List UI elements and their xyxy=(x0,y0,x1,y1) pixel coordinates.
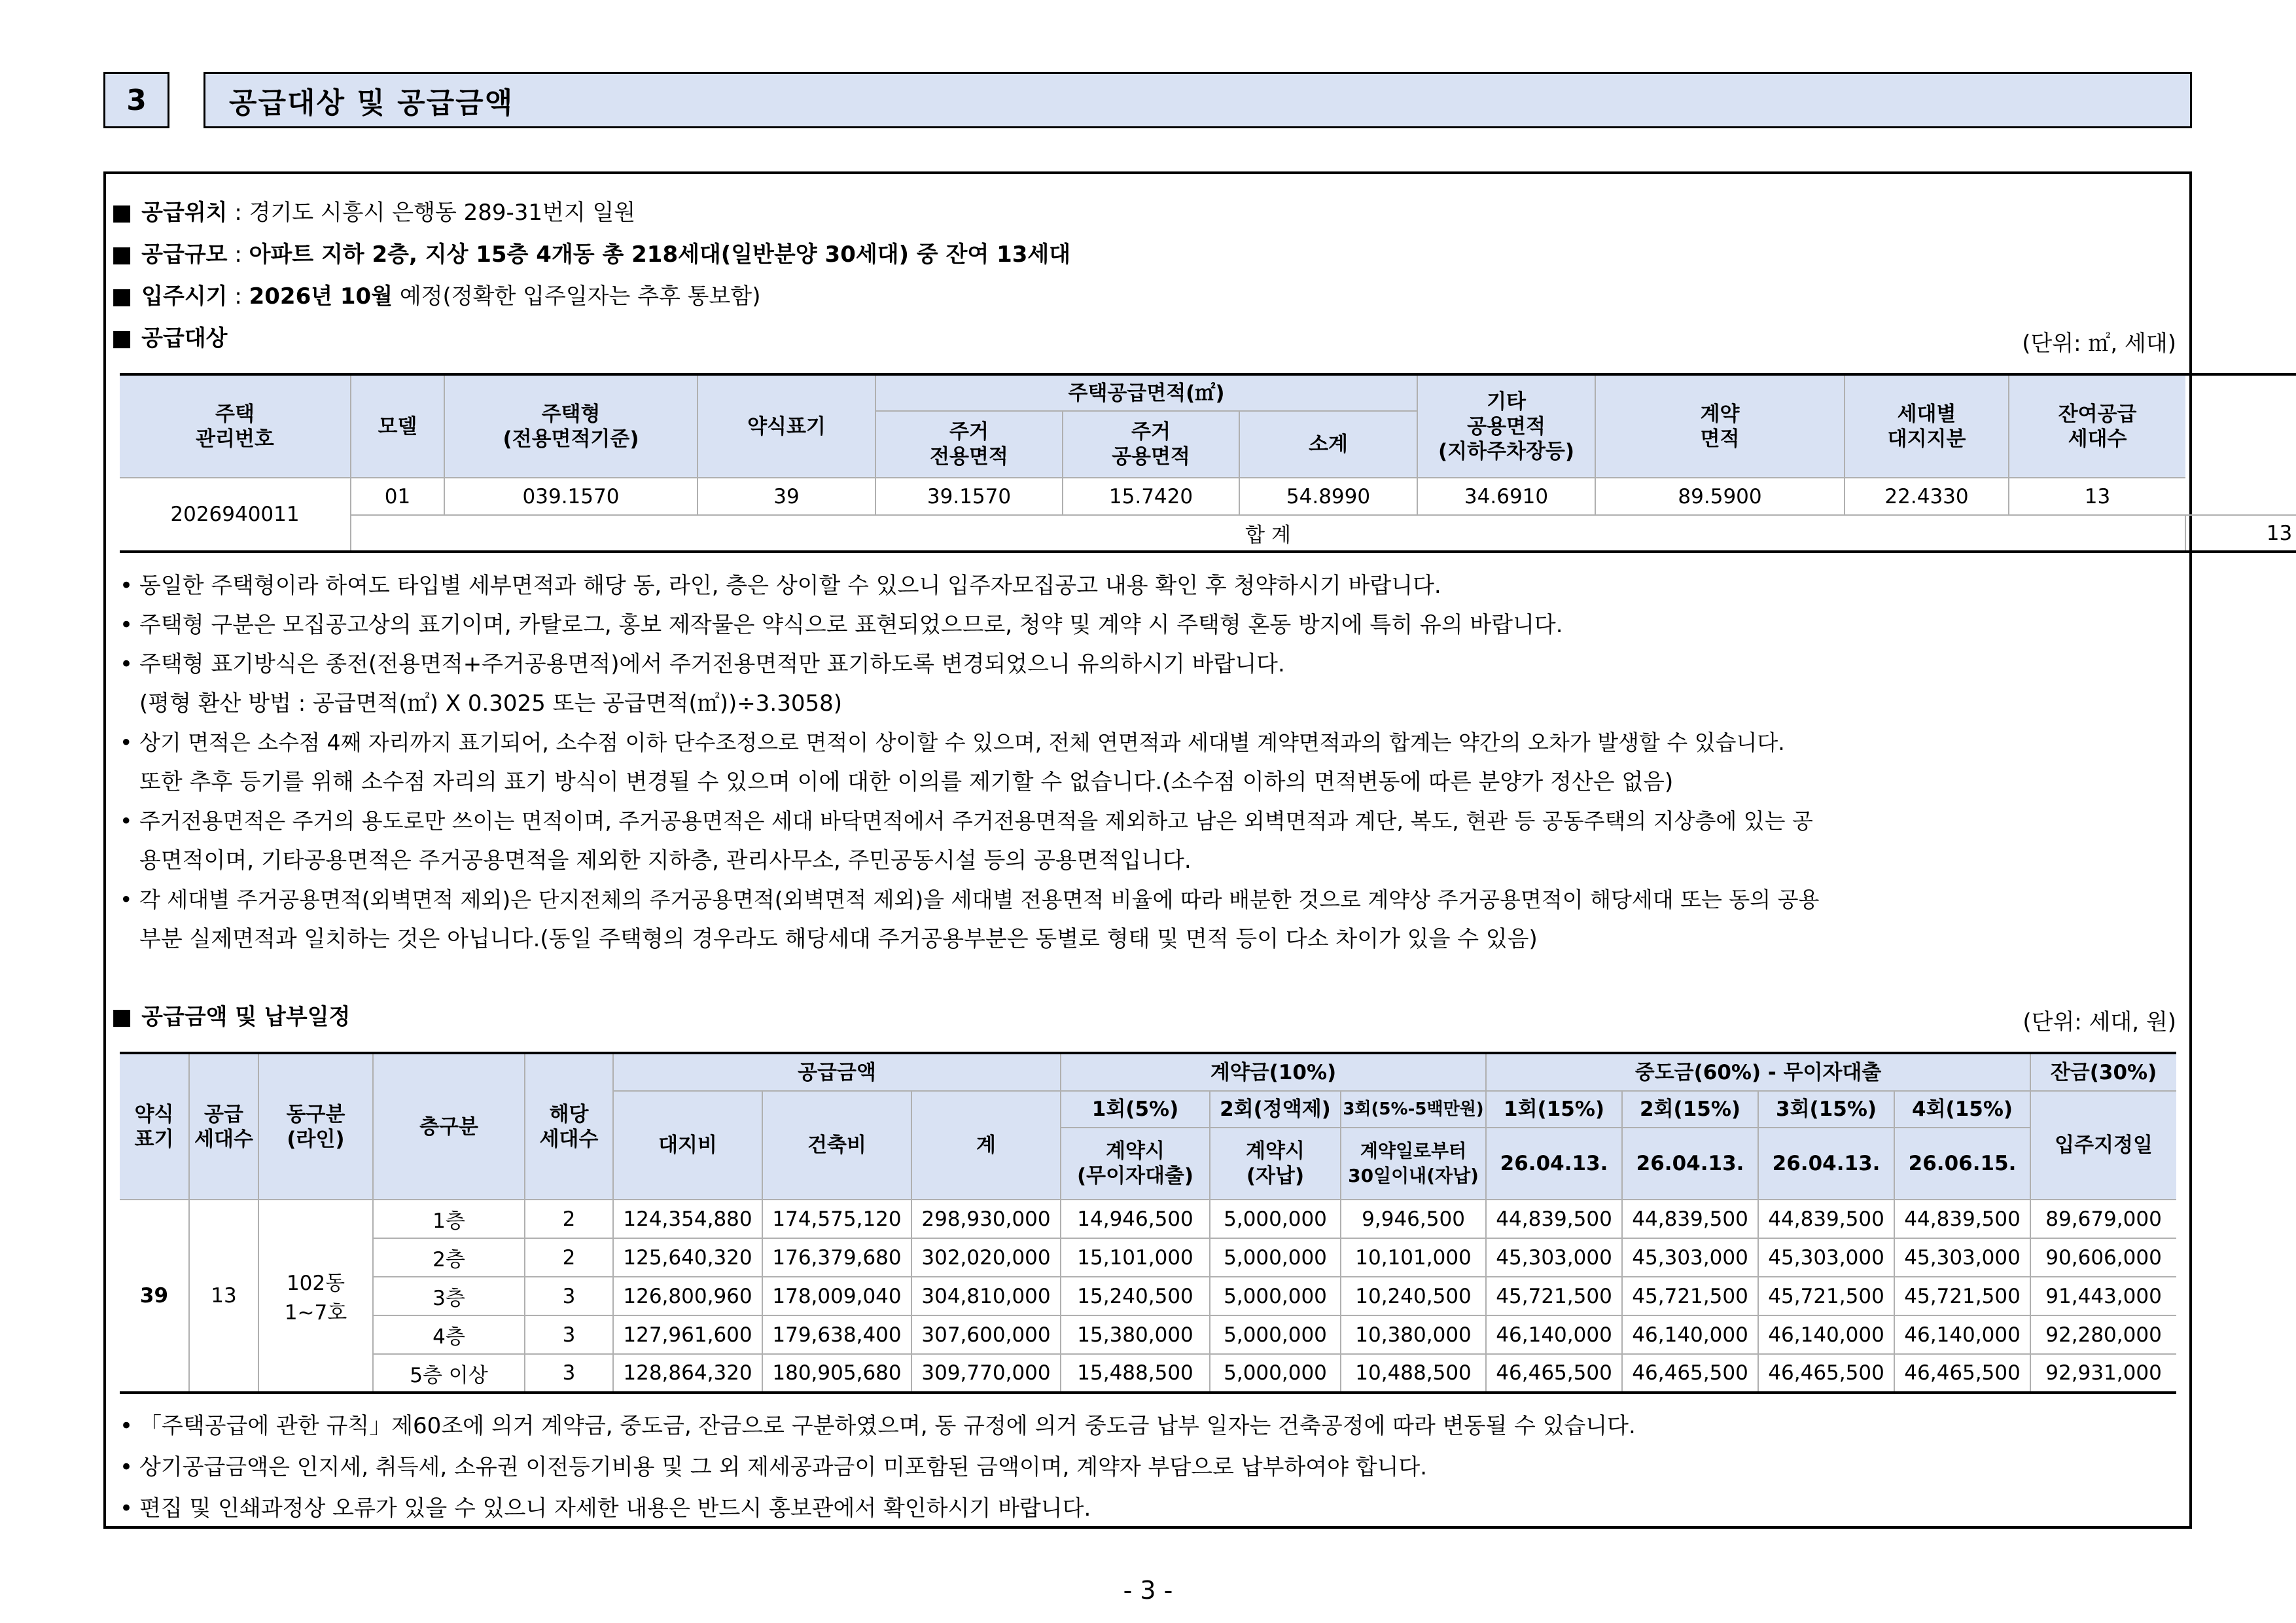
cell2-m1: 44,839,500 xyxy=(1486,1200,1622,1238)
table-row xyxy=(120,1315,2176,1354)
th2-m4-date: 26.06.15. xyxy=(1894,1128,2030,1200)
th2-units: 해당 세대수 xyxy=(525,1053,613,1200)
cell2-m2: 44,839,500 xyxy=(1622,1200,1758,1238)
cell2-building: 178,009,040 xyxy=(762,1277,911,1315)
note-5: • 주거전용면적은 주거의 용도로만 쓰이는 면적이며, 주거공용면적은 세대 바닥면적에서 주거전용면적을 제외하고 남은 외벽면적과 계단, 복도, 현관 등 공동주택의 지상층에 있는 공 xyxy=(120,808,1813,834)
th-supply-area: 주택공급면적(㎡) xyxy=(875,374,1417,411)
price-schedule-table xyxy=(120,1052,2176,1394)
th2-abbr: 약식 표기 xyxy=(120,1053,189,1200)
price-unit: (단위: 세대, 원) xyxy=(2022,1009,2176,1035)
cell2-total: 298,930,000 xyxy=(911,1200,1061,1238)
cell2-supply-units: 13 xyxy=(189,1200,258,1393)
section-number: 3 xyxy=(103,72,169,128)
th2-d1-sub: 계약시 (무이자대출) xyxy=(1061,1128,1210,1200)
cell2-building: 176,379,680 xyxy=(762,1238,911,1277)
movein-label: 입주시기 xyxy=(141,283,228,310)
cell2-d1: 14,946,500 xyxy=(1061,1200,1210,1238)
th2-d2-sub: 계약시 (자납) xyxy=(1210,1128,1341,1200)
cell-exclusive: 39.1570 xyxy=(875,478,1063,515)
cell2-land: 126,800,960 xyxy=(613,1277,762,1315)
cell2-d3: 9,946,500 xyxy=(1341,1200,1486,1238)
cell2-d2: 5,000,000 xyxy=(1210,1238,1341,1277)
cell2-building: 174,575,120 xyxy=(762,1200,911,1238)
cell2-land: 128,864,320 xyxy=(613,1354,762,1393)
th2-middle: 중도금(60%) - 무이자대출 xyxy=(1486,1053,2030,1091)
location-value: 경기도 시흥시 은행동 289-31번지 일원 xyxy=(249,200,636,226)
cell2-d2: 5,000,000 xyxy=(1210,1277,1341,1315)
th2-building: 건축비 xyxy=(762,1091,911,1200)
supply-target-table xyxy=(120,373,2296,553)
th2-total: 계 xyxy=(911,1091,1061,1200)
cell2-units: 3 xyxy=(525,1277,613,1315)
cell-total-value: 13 xyxy=(2185,515,2296,552)
cell-contract: 89.5900 xyxy=(1595,478,1845,515)
cell-common: 15.7420 xyxy=(1063,478,1239,515)
target-unit: (단위: ㎡, 세대) xyxy=(2022,330,2176,357)
section-title: 공급대상 및 공급금액 xyxy=(203,72,2192,128)
bullet-square-icon: ■ xyxy=(111,1004,133,1030)
cell2-balance: 91,443,000 xyxy=(2030,1277,2176,1315)
cell2-d1: 15,101,000 xyxy=(1061,1238,1210,1277)
th2-m2: 2회(15%) xyxy=(1622,1091,1758,1128)
th-model: 모델 xyxy=(351,374,444,478)
th2-d3: 3회(5%-5백만원) xyxy=(1341,1091,1486,1128)
cell2-m3: 45,721,500 xyxy=(1758,1277,1894,1315)
bullet-square-icon: ■ xyxy=(111,241,133,268)
cell2-balance: 92,931,000 xyxy=(2030,1354,2176,1393)
cell2-m3: 44,839,500 xyxy=(1758,1200,1894,1238)
cell2-abbr: 39 xyxy=(120,1200,189,1393)
cell2-units: 2 xyxy=(525,1238,613,1277)
cell2-d3: 10,488,500 xyxy=(1341,1354,1486,1393)
th2-dong: 동구분 (라인) xyxy=(258,1053,373,1200)
note-4-cont: 또한 추후 등기를 위해 소수점 자리의 표기 방식이 변경될 수 있으며 이에 대한 이의를 제기할 수 없습니다.(소수점 이하의 면적변동에 따른 분양가 정산은 없음) xyxy=(139,769,1674,795)
cell2-floor: 5층 이상 xyxy=(373,1354,525,1393)
cell-other: 34.6910 xyxy=(1417,478,1595,515)
th2-m2-date: 26.04.13. xyxy=(1622,1128,1758,1200)
info-target xyxy=(111,324,228,353)
cell2-d2: 5,000,000 xyxy=(1210,1315,1341,1354)
th2-balance: 잔금(30%) xyxy=(2030,1053,2176,1091)
cell-total-label: 합 계 xyxy=(351,515,2185,552)
cell2-building: 180,905,680 xyxy=(762,1354,911,1393)
cell2-d1: 15,240,500 xyxy=(1061,1277,1210,1315)
cell2-m4: 46,465,500 xyxy=(1894,1354,2030,1393)
table-row xyxy=(120,1200,2176,1238)
th-type: 주택형 (전용면적기준) xyxy=(444,374,698,478)
th2-price: 공급금액 xyxy=(613,1053,1061,1091)
th-abbr: 약식표기 xyxy=(698,374,875,478)
scale-label: 공급규모 xyxy=(141,241,228,268)
info-movein: ■ 입주시기 : 2026년 10월 예정(정확한 입주일자는 추후 통보함) xyxy=(111,283,761,310)
bullet-square-icon: ■ xyxy=(111,325,133,351)
movein-date: 2026년 10월 xyxy=(249,283,393,310)
th-remaining: 잔여공급 세대수 xyxy=(2009,374,2185,478)
cell2-total: 307,600,000 xyxy=(911,1315,1061,1354)
cell2-d2: 5,000,000 xyxy=(1210,1354,1341,1393)
cell2-d3: 10,240,500 xyxy=(1341,1277,1486,1315)
info-price xyxy=(111,1003,350,1031)
cell2-m3: 46,465,500 xyxy=(1758,1354,1894,1393)
cell2-m1: 46,140,000 xyxy=(1486,1315,1622,1354)
cell2-balance: 92,280,000 xyxy=(2030,1315,2176,1354)
table-row xyxy=(120,1277,2176,1315)
cell2-m3: 45,303,000 xyxy=(1758,1238,1894,1277)
price-label: 공급금액 및 납부일정 xyxy=(141,1004,351,1030)
cell2-d1: 15,488,500 xyxy=(1061,1354,1210,1393)
th-other-common: 기타 공용면적 (지하주차장등) xyxy=(1417,374,1595,478)
scale-value: 아파트 지하 2층, 지상 15층 4개동 총 218세대(일반분양 30세대) 중 잔여 13세대 xyxy=(249,241,1071,268)
note-3-cont: (평형 환산 방법 : 공급면적(㎡) X 0.3025 또는 공급면적(㎡))÷3.3058) xyxy=(139,690,842,717)
cell-abbr: 39 xyxy=(698,478,875,515)
cell2-units: 3 xyxy=(525,1315,613,1354)
note2-1: • 「주택공급에 관한 규칙」제60조에 의거 계약금, 중도금, 잔금으로 구분하였으며, 동 규정에 의거 중도금 납부 일자는 건축공정에 따라 변동될 수 있습니다. xyxy=(120,1413,1636,1439)
th-mgmt-no: 주택 관리번호 xyxy=(120,374,351,478)
page-number: - 3 - xyxy=(1123,1576,1173,1605)
th2-deposit: 계약금(10%) xyxy=(1061,1053,1486,1091)
cell2-total: 304,810,000 xyxy=(911,1277,1061,1315)
th2-supply-units: 공급 세대수 xyxy=(189,1053,258,1200)
cell-model: 01 xyxy=(351,478,444,515)
cell-subtotal: 54.8990 xyxy=(1239,478,1417,515)
bullet-square-icon: ■ xyxy=(111,200,133,226)
cell2-floor: 3층 xyxy=(373,1277,525,1315)
th2-d2: 2회(정액제) xyxy=(1210,1091,1341,1128)
note-6-cont: 부분 실제면적과 일치하는 것은 아닙니다.(동일 주택형의 경우라도 해당세대 주거공용부분은 동별로 형태 및 면적 등이 다소 차이가 있을 수 있음) xyxy=(139,926,1538,952)
cell2-floor: 1층 xyxy=(373,1200,525,1238)
th2-d3-sub: 계약일로부터 30일이내(자납) xyxy=(1341,1128,1486,1200)
cell2-m2: 46,465,500 xyxy=(1622,1354,1758,1393)
movein-note: 예정(정확한 입주일자는 추후 통보함) xyxy=(393,283,761,310)
note-5-cont: 용면적이며, 기타공용면적은 주거공용면적을 제외한 지하층, 관리사무소, 주민공동시설 등의 공용면적입니다. xyxy=(139,847,1192,874)
note2-3: • 편집 및 인쇄과정상 오류가 있을 수 있으니 자세한 내용은 반드시 홍보관에서 확인하시기 바랍니다. xyxy=(120,1495,1091,1522)
th-subtotal: 소계 xyxy=(1239,411,1417,478)
cell-mgmt-no: 2026940011 xyxy=(120,478,351,552)
cell2-m4: 44,839,500 xyxy=(1894,1200,2030,1238)
note-3: • 주택형 표기방식은 종전(전용면적+주거공용면적)에서 주거전용면적만 표기하도록 변경되었으니 유의하시기 바랍니다. xyxy=(120,651,1285,677)
cell2-m2: 45,721,500 xyxy=(1622,1277,1758,1315)
cell2-building: 179,638,400 xyxy=(762,1315,911,1354)
cell2-m4: 45,303,000 xyxy=(1894,1238,2030,1277)
th-common: 주거 공용면적 xyxy=(1063,411,1239,478)
cell2-m2: 45,303,000 xyxy=(1622,1238,1758,1277)
cell-remaining: 13 xyxy=(2009,478,2185,515)
th2-floor: 층구분 xyxy=(373,1053,525,1200)
table-row xyxy=(120,1238,2176,1277)
th2-m3: 3회(15%) xyxy=(1758,1091,1894,1128)
th2-d1: 1회(5%) xyxy=(1061,1091,1210,1128)
cell2-dong: 102동 1~7호 xyxy=(258,1200,373,1393)
cell2-d3: 10,380,000 xyxy=(1341,1315,1486,1354)
cell2-floor: 4층 xyxy=(373,1315,525,1354)
cell2-balance: 90,606,000 xyxy=(2030,1238,2176,1277)
cell2-land: 127,961,600 xyxy=(613,1315,762,1354)
th2-m1-date: 26.04.13. xyxy=(1486,1128,1622,1200)
note-4: • 상기 면적은 소수점 4째 자리까지 표기되어, 소수점 이하 단수조정으로 면적이 상이할 수 있으며, 전체 연면적과 세대별 계약면적과의 합계는 약간의 오차가 발생할 수 있습니다. xyxy=(120,730,1785,755)
th2-m4: 4회(15%) xyxy=(1894,1091,2030,1128)
cell2-m1: 45,303,000 xyxy=(1486,1238,1622,1277)
info-scale: ■ 공급규모 : 아파트 지하 2층, 지상 15층 4개동 총 218세대(일반분양 30세대) 중 잔여 13세대 xyxy=(111,241,1071,268)
cell2-total: 309,770,000 xyxy=(911,1354,1061,1393)
location-label: 공급위치 xyxy=(141,200,228,226)
cell2-d3: 10,101,000 xyxy=(1341,1238,1486,1277)
note-2: • 주택형 구분은 모집공고상의 표기이며, 카탈로그, 홍보 제작물은 약식으로 표현되었으므로, 청약 및 계약 시 주택형 혼동 방지에 특히 유의 바랍니다. xyxy=(120,612,1563,638)
cell2-units: 3 xyxy=(525,1354,613,1393)
note-1: • 동일한 주택형이라 하여도 타입별 세부면적과 해당 동, 라인, 층은 상이할 수 있으니 입주자모집공고 내용 확인 후 청약하시기 바랍니다. xyxy=(120,573,1441,599)
cell2-d2: 5,000,000 xyxy=(1210,1200,1341,1238)
target-label: 공급대상 xyxy=(141,325,228,351)
cell2-m1: 46,465,500 xyxy=(1486,1354,1622,1393)
table-row xyxy=(120,1354,2176,1393)
cell2-m1: 45,721,500 xyxy=(1486,1277,1622,1315)
cell2-floor: 2층 xyxy=(373,1238,525,1277)
th2-m3-date: 26.04.13. xyxy=(1758,1128,1894,1200)
cell-type: 039.1570 xyxy=(444,478,698,515)
th2-land: 대지비 xyxy=(613,1091,762,1200)
th2-m1: 1회(15%) xyxy=(1486,1091,1622,1128)
note-6: • 각 세대별 주거공용면적(외벽면적 제외)은 단지전체의 주거공용면적(외벽면적 제외)을 세대별 전용면적 비율에 따라 배분한 것으로 계약상 주거공용면적이 해당세대 또는 동의 공용 xyxy=(120,887,1820,912)
th-exclusive: 주거 전용면적 xyxy=(875,411,1063,478)
bullet-square-icon: ■ xyxy=(111,283,133,310)
th-land-share: 세대별 대지지분 xyxy=(1845,374,2009,478)
th-contract-area: 계약 면적 xyxy=(1595,374,1845,478)
cell2-total: 302,020,000 xyxy=(911,1238,1061,1277)
cell2-land: 125,640,320 xyxy=(613,1238,762,1277)
cell2-land: 124,354,880 xyxy=(613,1200,762,1238)
cell-land: 22.4330 xyxy=(1845,478,2009,515)
cell2-m3: 46,140,000 xyxy=(1758,1315,1894,1354)
note2-2: • 상기공급금액은 인지세, 취득세, 소유권 이전등기비용 및 그 외 제세공과금이 미포함된 금액이며, 계약자 부담으로 납부하여야 합니다. xyxy=(120,1454,1428,1480)
cell2-m2: 46,140,000 xyxy=(1622,1315,1758,1354)
cell2-units: 2 xyxy=(525,1200,613,1238)
cell2-balance: 89,679,000 xyxy=(2030,1200,2176,1238)
th2-balance-sub: 입주지정일 xyxy=(2030,1091,2176,1200)
cell2-m4: 45,721,500 xyxy=(1894,1277,2030,1315)
info-location: ■ 공급위치 : 경기도 시흥시 은행동 289-31번지 일원 xyxy=(111,200,636,226)
cell2-m4: 46,140,000 xyxy=(1894,1315,2030,1354)
cell2-d1: 15,380,000 xyxy=(1061,1315,1210,1354)
